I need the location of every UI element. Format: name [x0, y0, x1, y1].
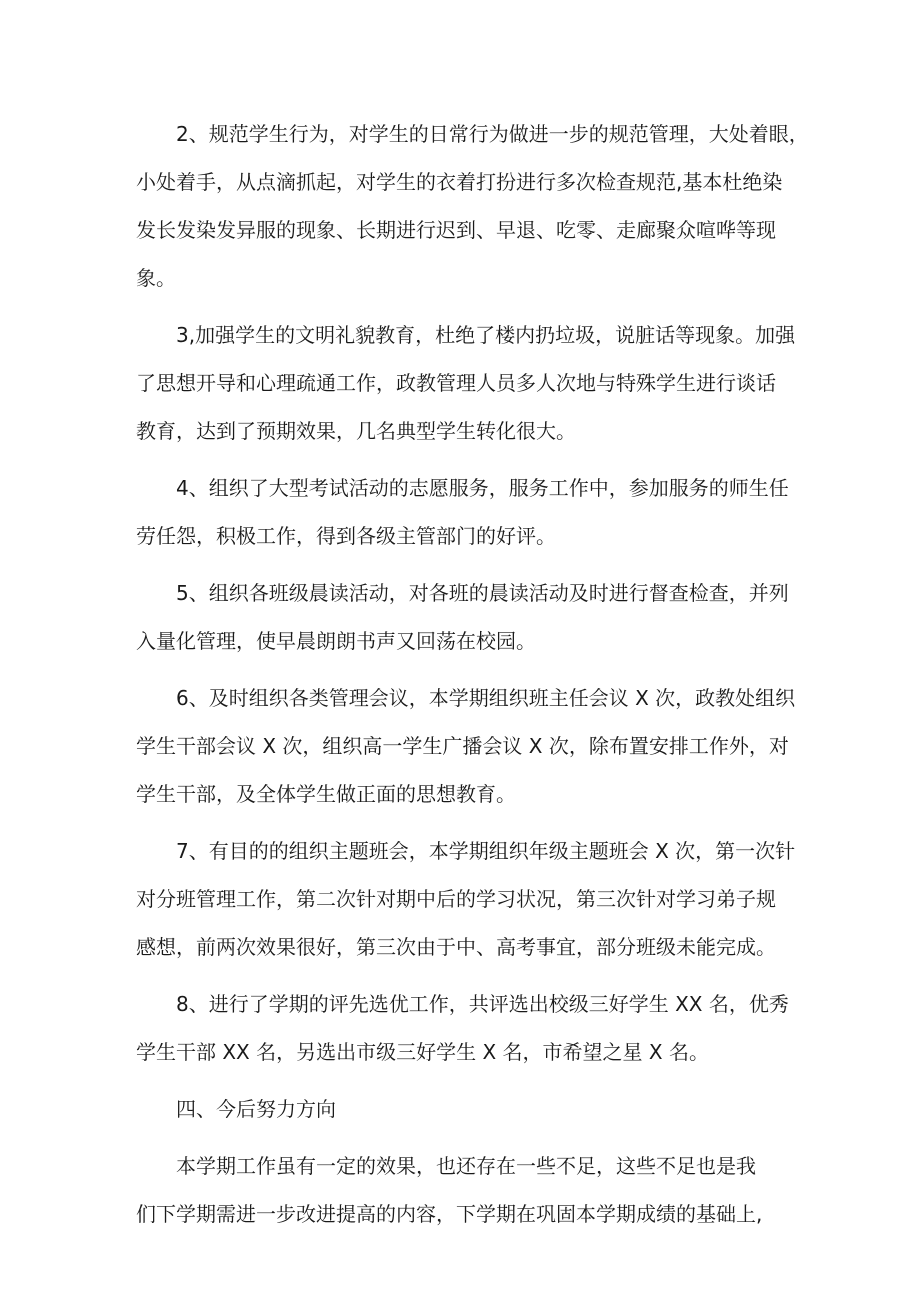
paragraph-3	[136, 311, 796, 455]
paragraph-line: 了思想开导和心理疏通工作，政教管理人员多人次地与特殊学生进行谈话	[136, 371, 776, 395]
paragraph-line: 本学期工作虽有一定的效果，也还存在一些不足，这些不足也是我	[176, 1154, 756, 1178]
paragraph-line: 小处着手，从点滴抓起，对学生的衣着打扮进行多次检查规范,基本杜绝染	[136, 170, 783, 194]
paragraph-line: 8、进行了学期的评先选优工作，共评选出校级三好学生 XX 名，优秀	[176, 992, 789, 1016]
paragraph-7	[136, 827, 796, 971]
section-heading	[136, 1085, 796, 1133]
paragraph-8	[136, 980, 796, 1076]
document-body	[136, 110, 809, 1247]
paragraph-line: 6、及时组织各类管理会议，本学期组织班主任会议 X 次，政教处组织	[176, 686, 796, 710]
paragraph-5	[136, 569, 796, 665]
paragraph-conclusion	[136, 1142, 796, 1238]
paragraph-line: 4、组织了大型考试活动的志愿服务，服务工作中，参加服务的师生任	[176, 476, 789, 500]
paragraph-line: 学生干部 XX 名，另选出市级三好学生 X 名，市希望之星 X 名。	[136, 1040, 709, 1064]
paragraph-line: 对分班管理工作，第二次针对期中后的学习状况，第三次针对学习弟子规	[136, 887, 776, 911]
paragraph-line: 教育，达到了预期效果，几名典型学生转化很大。	[136, 419, 576, 443]
paragraph-line: 2、规范学生行为，对学生的日常行为做进一步的规范管理，大处着眼，	[176, 122, 809, 146]
paragraph-line: 3,加强学生的文明礼貌教育，杜绝了楼内扔垃圾，说脏话等现象。加强	[176, 323, 796, 347]
paragraph-line: 7、有目的的组织主题班会，本学期组织年级主题班会 X 次，第一次针	[176, 839, 796, 863]
paragraph-2	[136, 110, 809, 302]
paragraph-6	[136, 674, 796, 818]
section-heading-text: 四、今后努力方向	[176, 1097, 336, 1121]
paragraph-line: 劳任怨，积极工作，得到各级主管部门的好评。	[136, 524, 556, 548]
paragraph-line: 发长发染发异服的现象、长期进行迟到、早退、吃零、走廊聚众喧哗等现	[136, 218, 776, 242]
paragraph-line: 们下学期需进一步改进提高的内容，下学期在巩固本学期成绩的基础上,	[136, 1202, 763, 1226]
paragraph-line: 感想，前两次效果很好，第三次由于中、高考事宜，部分班级未能完成。	[136, 935, 776, 959]
paragraph-line: 学生干部，及全体学生做正面的思想教育。	[136, 782, 516, 806]
paragraph-line: 入量化管理，使早晨朗朗书声又回荡在校园。	[136, 629, 536, 653]
paragraph-line: 象。	[136, 266, 176, 290]
paragraph-line: 5、组织各班级晨读活动，对各班的晨读活动及时进行督查检查，并列	[176, 581, 789, 605]
paragraph-line: 学生干部会议 X 次，组织高一学生广播会议 X 次，除布置安排工作外，对	[136, 734, 789, 758]
paragraph-4	[136, 464, 796, 560]
